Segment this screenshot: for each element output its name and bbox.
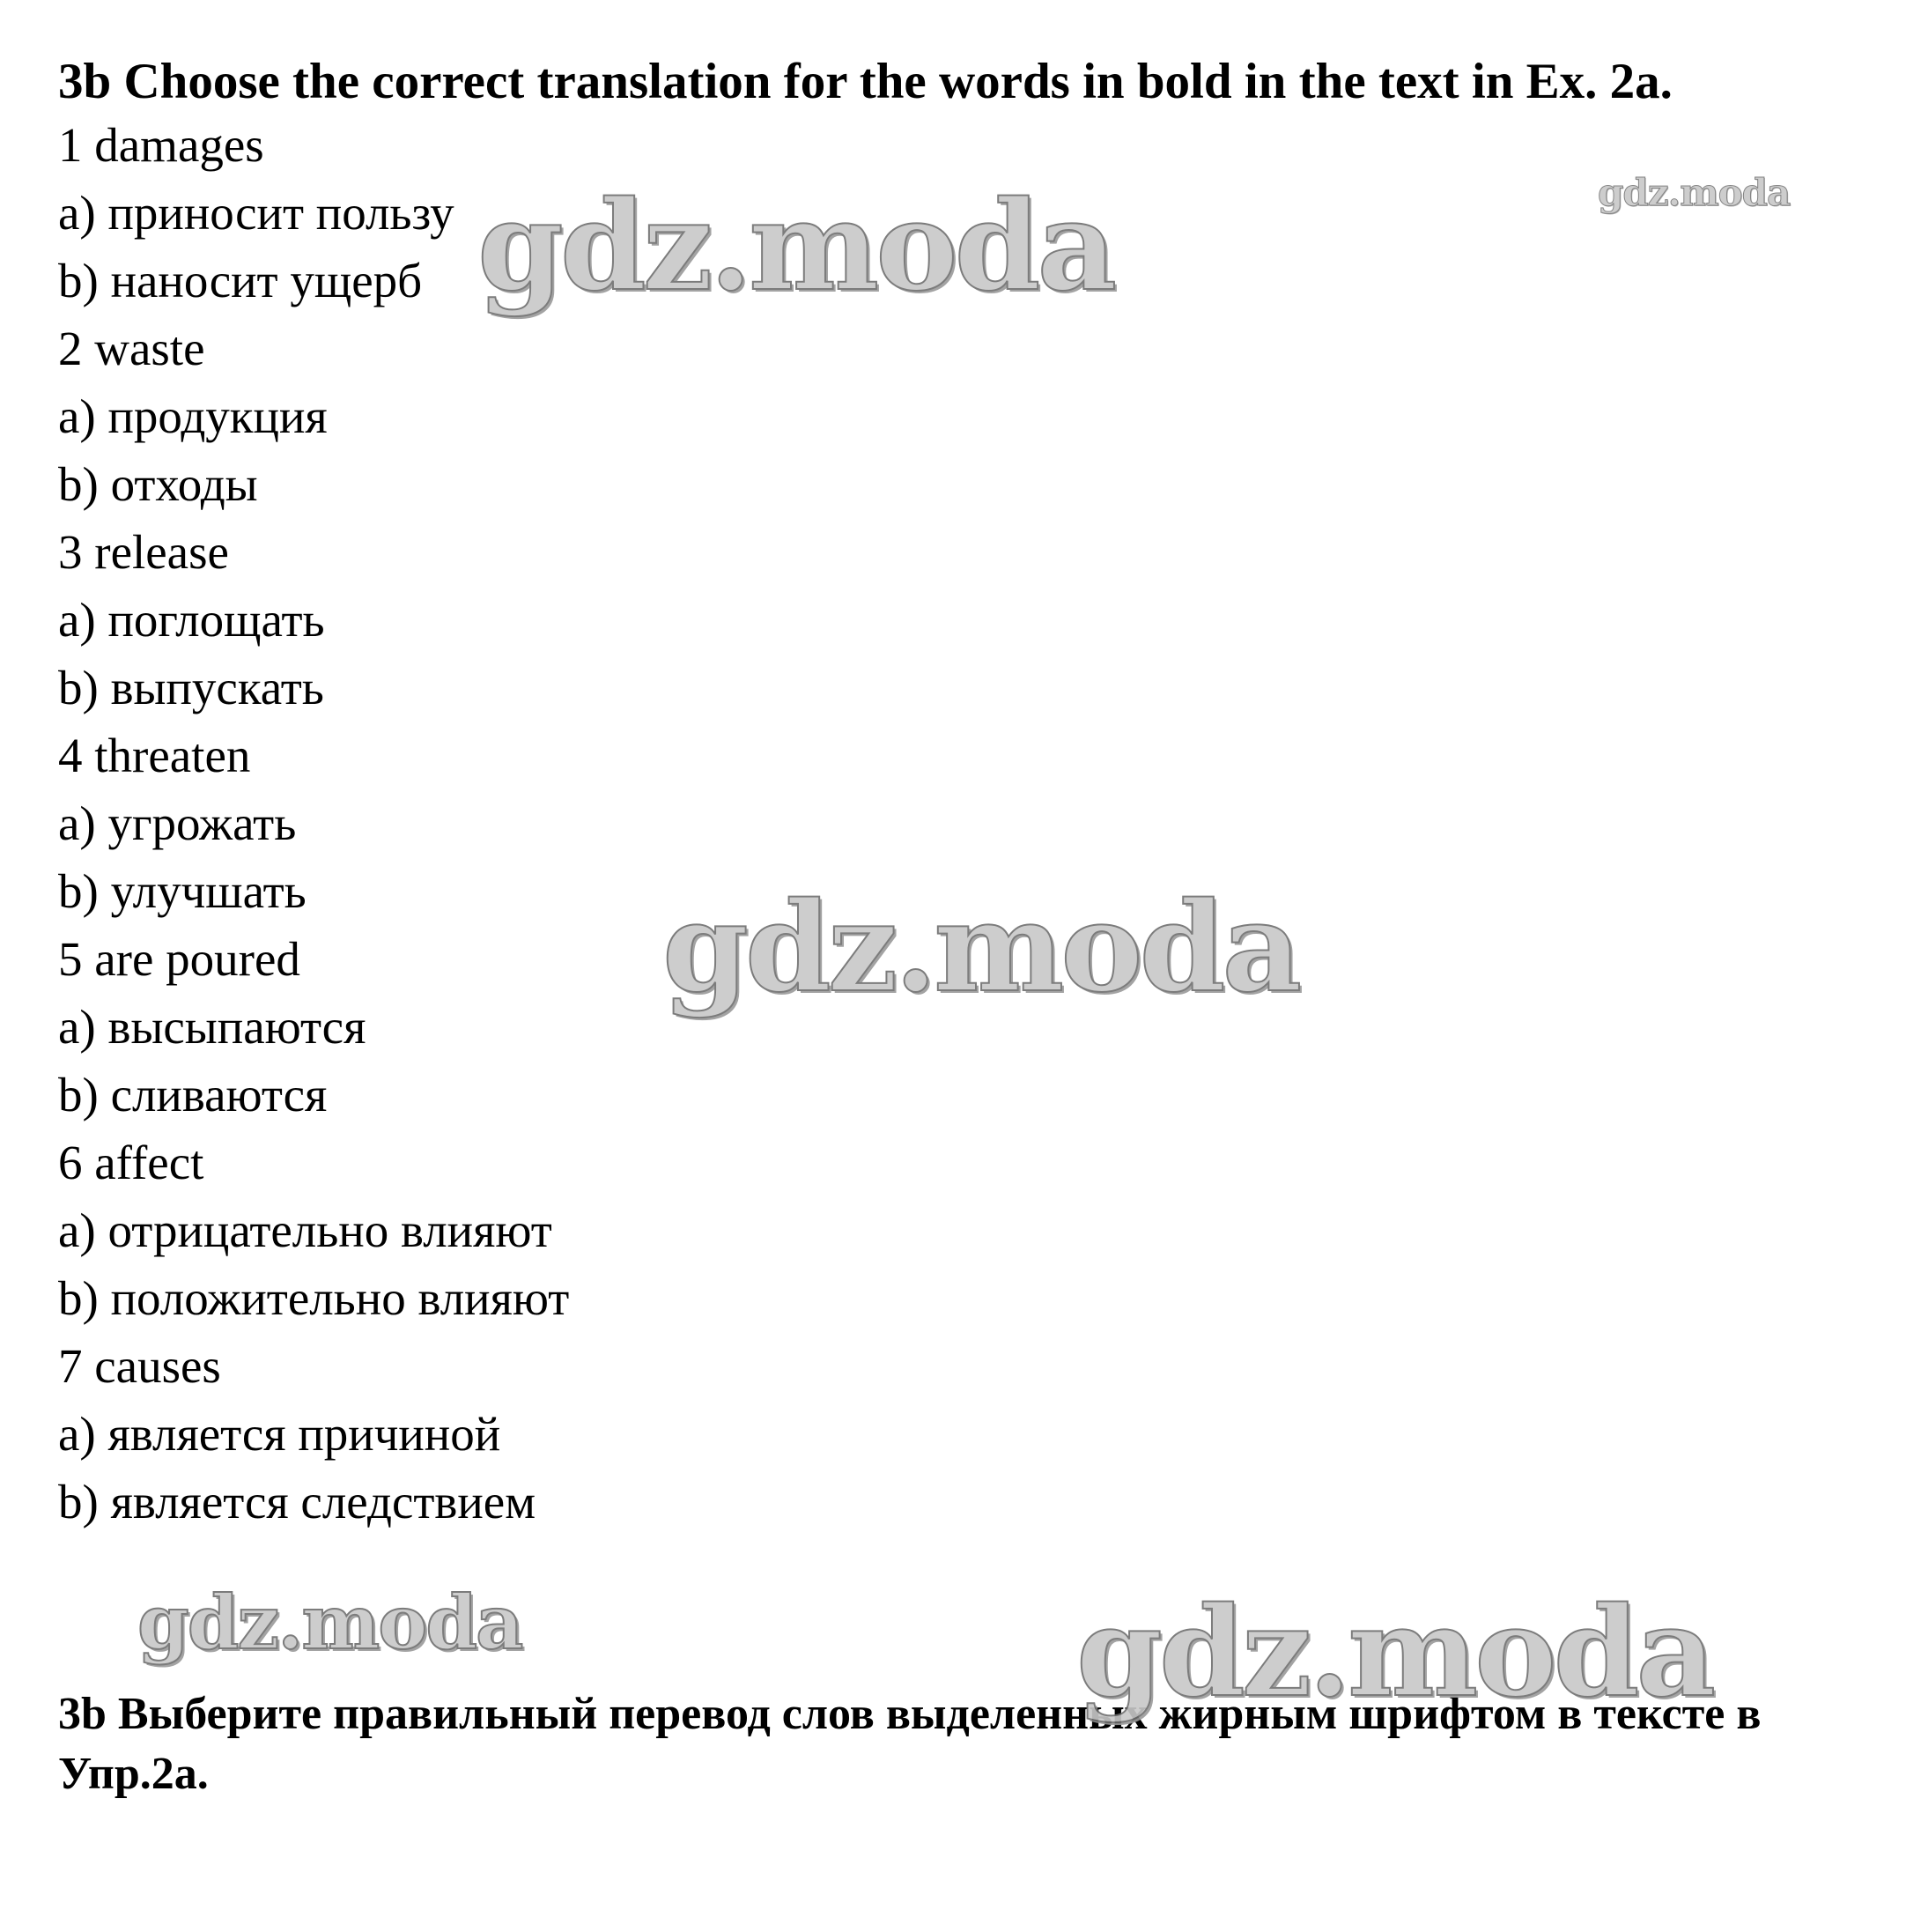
exercise-heading-en: 3b Choose the correct translation for the words in bold in the text in Ex. 2a. bbox=[58, 54, 1673, 109]
watermark: gdz.moda bbox=[1598, 171, 1791, 214]
item-6-word: 6 affect bbox=[58, 1136, 204, 1189]
item-2-option-b: b) отходы bbox=[58, 457, 258, 511]
item-2-word: 2 waste bbox=[58, 322, 205, 375]
item-4-option-b: b) улучшать bbox=[58, 864, 307, 918]
watermark: gdz.moda bbox=[477, 174, 1114, 319]
translation-list bbox=[58, 111, 1855, 1536]
item-5-option-a: a) высыпаются bbox=[58, 1000, 366, 1054]
item-3-option-b: b) выпускать bbox=[58, 661, 324, 714]
item-1-word: 1 damages bbox=[58, 118, 264, 172]
item-6-option-b: b) положительно влияют bbox=[58, 1271, 570, 1325]
item-2-option-a: a) продукция bbox=[58, 389, 328, 443]
item-5-word: 5 are poured bbox=[58, 932, 300, 986]
item-3-word: 3 release bbox=[58, 525, 229, 579]
watermark: gdz.moda bbox=[662, 876, 1299, 1020]
item-4-word: 4 threaten bbox=[58, 729, 251, 782]
exercise-heading-ru: 3b Выберите правильный перевод слов выделенных жирным шрифтом в тексте в Упр.2а. bbox=[58, 1689, 1762, 1799]
item-3-option-a: a) поглощать bbox=[58, 593, 325, 647]
item-7-option-b: b) является следствием bbox=[58, 1475, 536, 1529]
item-5-option-b: b) сливаются bbox=[58, 1068, 328, 1121]
item-7-option-a: a) является причиной bbox=[58, 1407, 501, 1461]
item-1-option-b: b) наносит ущерб bbox=[58, 254, 423, 307]
item-1-option-a: a) приносит пользу bbox=[58, 186, 454, 240]
item-4-option-a: a) угрожать bbox=[58, 796, 297, 850]
watermark: gdz.moda bbox=[1076, 1580, 1713, 1725]
watermark: gdz.moda bbox=[137, 1579, 522, 1666]
item-7-word: 7 causes bbox=[58, 1339, 221, 1393]
item-6-option-a: a) отрицательно влияют bbox=[58, 1203, 552, 1257]
